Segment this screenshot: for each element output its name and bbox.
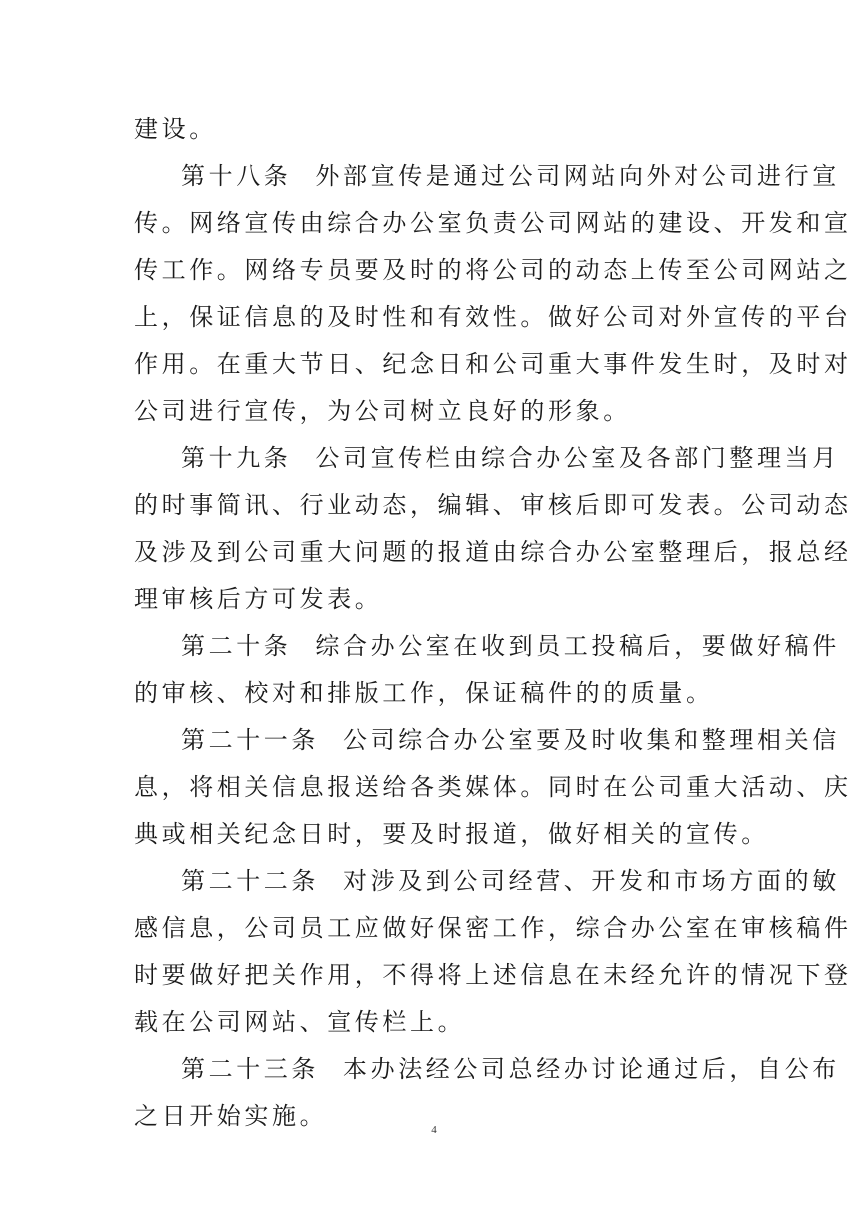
line-text: 公司综合办公室要及时收集和整理相关信	[343, 726, 840, 754]
body-line	[134, 811, 769, 858]
body-line	[134, 106, 746, 153]
article-19-first-line	[134, 435, 840, 482]
body-line	[134, 341, 852, 388]
line-text: 公司进行宣传，为公司树立良好的形象。	[134, 397, 631, 425]
line-text: 建设。	[134, 115, 217, 143]
line-text: 综合办公室在收到员工投稿后，要做好稿件	[315, 632, 840, 660]
article-heading: 第十九条	[181, 444, 292, 472]
line-text: 的时事简讯、行业动态，编辑、审核后即可发表。公司动态	[134, 491, 852, 519]
line-text: 的审核、校对和排版工作，保证稿件的的质量。	[134, 679, 714, 707]
body-line	[134, 294, 852, 341]
article-20-first-line	[134, 623, 840, 670]
line-text: 本办法经公司总经办讨论通过后，自公布	[343, 1055, 840, 1083]
line-text: 理审核后方可发表。	[134, 585, 383, 613]
body-line	[134, 247, 852, 294]
article-heading: 第二十二条	[181, 867, 319, 895]
line-text: 感信息，公司员工应做好保密工作，综合办公室在审核稿件	[134, 914, 852, 942]
body-line	[134, 670, 746, 717]
body-line	[134, 764, 852, 811]
body-line	[134, 905, 852, 952]
line-text: 及涉及到公司重大问题的报道由综合办公室整理后，报总经	[134, 538, 852, 566]
line-text: 之日开始实施。	[134, 1102, 328, 1130]
line-text: 息，将相关信息报送给各类媒体。同时在公司重大活动、庆	[134, 773, 852, 801]
article-23-first-line	[134, 1046, 840, 1093]
article-heading: 第十八条	[181, 162, 292, 190]
article-18-first-line	[134, 153, 840, 200]
body-line	[134, 482, 852, 529]
article-heading: 第二十三条	[181, 1055, 319, 1083]
line-text: 对涉及到公司经营、开发和市场方面的敏	[343, 867, 840, 895]
line-text: 传工作。网络专员要及时的将公司的动态上传至公司网站之	[134, 256, 852, 284]
article-heading: 第二十条	[181, 632, 292, 660]
document-body	[134, 106, 852, 1140]
body-line	[134, 952, 852, 999]
body-line	[134, 529, 852, 576]
line-text: 上，保证信息的及时性和有效性。做好公司对外宣传的平台	[134, 303, 852, 331]
article-22-first-line	[134, 858, 840, 905]
line-text: 载在公司网站、宣传栏上。	[134, 1008, 466, 1036]
line-text: 传。网络宣传由综合办公室负责公司网站的建设、开发和宣	[134, 209, 852, 237]
body-line	[134, 576, 746, 623]
article-21-first-line	[134, 717, 840, 764]
line-text: 时要做好把关作用，不得将上述信息在未经允许的情况下登	[134, 961, 852, 989]
body-line	[134, 388, 746, 435]
body-line	[134, 999, 746, 1046]
body-line	[134, 200, 852, 247]
article-heading: 第二十一条	[181, 726, 319, 754]
page-number: 4	[431, 1124, 437, 1136]
line-text: 公司宣传栏由综合办公室及各部门整理当月	[315, 444, 840, 472]
line-text: 典或相关纪念日时，要及时报道，做好相关的宣传。	[134, 820, 769, 848]
line-text: 作用。在重大节日、纪念日和公司重大事件发生时，及时对	[134, 350, 852, 378]
line-text: 外部宣传是通过公司网站向外对公司进行宣	[315, 162, 840, 190]
